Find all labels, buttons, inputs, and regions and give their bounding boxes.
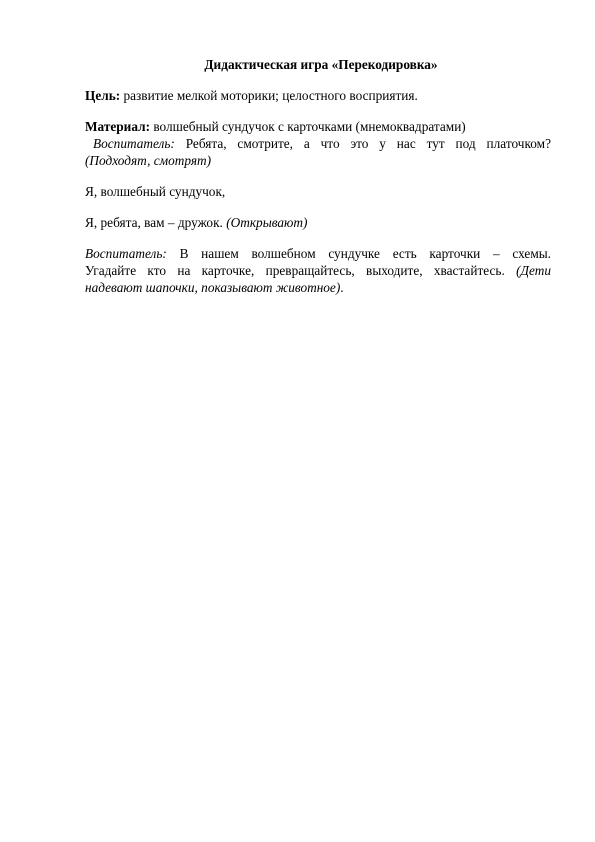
goal-label: Цель: [85,88,121,103]
dialogue-1-line-1 [85,135,551,152]
dialogue-1-speaker: Воспитатель: [93,136,175,151]
dialogue-2-line-1 [85,245,551,262]
verse-line-2 [85,214,551,231]
dialogue-2-stage-direction-start: (Дети [516,263,551,278]
verse-line-2-stage-direction: (Открывают) [226,215,308,230]
dialogue-2-text-1: В нашем волшебном сундучке есть карточки – схемы. [166,246,551,261]
dialogue-1-text: Ребята, смотрите, а что это у нас тут под платочком? [174,136,551,151]
dialogue-2-stage-direction-end: надевают шапочки, показывают животное) [85,280,341,295]
document-title: Дидактическая игра «Перекодировка» [204,57,438,72]
dialogue-2-text-2: Угадайте кто на карточке, превращайтесь, выходите, хвастайтесь. [85,263,517,278]
material-text: волшебный сундучок с карточками (мнемоквадратами) [150,119,466,134]
dialogue-2-line-3 [85,279,551,296]
dialogue-2-period: . [340,280,344,295]
document-body [85,56,551,296]
dialogue-2-speaker: Воспитатель: [85,246,167,261]
verse-line-1: Я, волшебный сундучок, [85,184,226,199]
goal-paragraph [85,87,551,104]
verse-line-2-text: Я, ребята, вам – дружок. [85,215,227,230]
dialogue-2-line-2 [85,262,551,279]
dialogue-1-line-2 [85,152,551,169]
goal-text: развитие мелкой моторики; целостного восприятия. [120,88,418,103]
dialogue-1-stage-direction: (Подходят, смотрят) [85,153,212,168]
material-label: Материал: [85,119,150,134]
material-paragraph [85,118,551,135]
